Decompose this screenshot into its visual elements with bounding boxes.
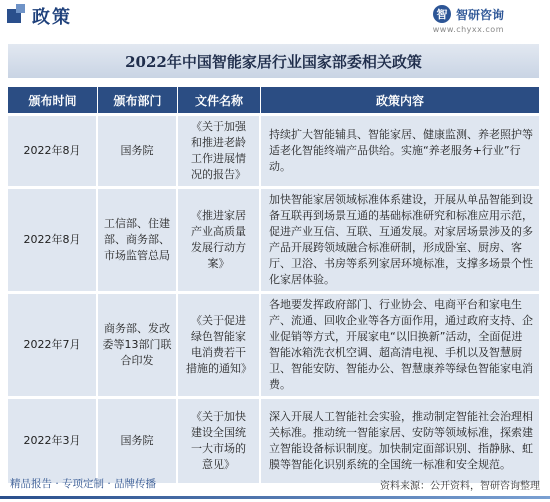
column-header-date: 颁布时间 [8,87,98,113]
cell-content: 深入开展人工智能社会实验，推动制定智能社会治理相关标准。推动统一智能家居、安防等领域标准，探索建立智能设备标识制度。加快制定面部识别、指静脉、虹膜等智能化识别系统的全国统一标准和安全规范。 [261,399,539,483]
footer-source: 资料来源：公开资料，智研咨询整理 [380,481,540,492]
cell-content: 持续扩大智能辅具、智能家居、健康监测、养老照护等适老化智能终端产品供给。实施“养老服务+行业”行动。 [261,116,539,186]
cell-content: 各地要发挥政府部门、行业协会、电商平台和家电生产、流通、回收企业等各方面作用，通过政府支持、企业促销等方式，开展家电“以旧换新”活动，全面促进智能冰箱洗衣机空调、超高清电视、手机以及智慧厨卫、智能安防、智能办公、智慧康养等绿色智能家电消费。 [261,294,539,396]
footer-tagline: 精品报告 · 专项定制 · 品牌传播 [10,478,157,490]
footer [0,470,550,502]
cell-date: 2022年3月 [8,399,98,483]
page-title: 2022年中国智能家居行业国家部委相关政策 [125,52,422,71]
table-header-row [8,87,539,113]
cell-dept: 国务院 [98,399,178,483]
cell-date: 2022年7月 [8,294,98,396]
table-row [8,294,539,396]
cell-file-name: 《推进家居产业高质量发展行动方案》 [178,189,261,291]
cell-file-name: 《关于加强和推进老龄工作进展情况的报告》 [178,116,261,186]
cell-file-name: 《关于促进绿色智能家电消费若干措施的通知》 [178,294,261,396]
cell-dept: 国务院 [98,116,178,186]
section-title: 政策 [32,7,72,28]
table-row [8,189,539,291]
column-header-dept: 颁布部门 [98,87,178,113]
cell-dept: 工信部、住建部、商务部、市场监管总局 [98,189,178,291]
cell-date: 2022年8月 [8,116,98,186]
policy-table [8,84,539,486]
footer-divider [0,496,550,499]
section-square-small-icon [16,4,25,13]
brand-logo [433,5,504,23]
table-row [8,116,539,186]
cell-file-name: 《关于加快建设全国统一大市场的意见》 [178,399,261,483]
column-header-content: 政策内容 [261,87,539,113]
title-band [8,44,539,78]
brand-logo-icon: 智 [433,5,451,23]
cell-content: 加快智能家居领域标准体系建设，开展从单品智能到设备互联再到场景互通的基础标准研究和标准应用示范，促进产业互信、互联、互通发展。对家居场景涉及的多产品开展跨领域融合标准研制，形成卧室、厨房、客厅、卫浴、书房等系列家居环境标准，支撑多场景个性化家居体验。 [261,189,539,291]
cell-date: 2022年8月 [8,189,98,291]
brand-name: 智研咨询 [455,7,504,22]
site-url: www.chyxx.com [432,25,504,34]
column-header-name: 文件名称 [178,87,261,113]
cell-dept: 商务部、发改委等13部门联合印发 [98,294,178,396]
top-header [0,0,550,36]
